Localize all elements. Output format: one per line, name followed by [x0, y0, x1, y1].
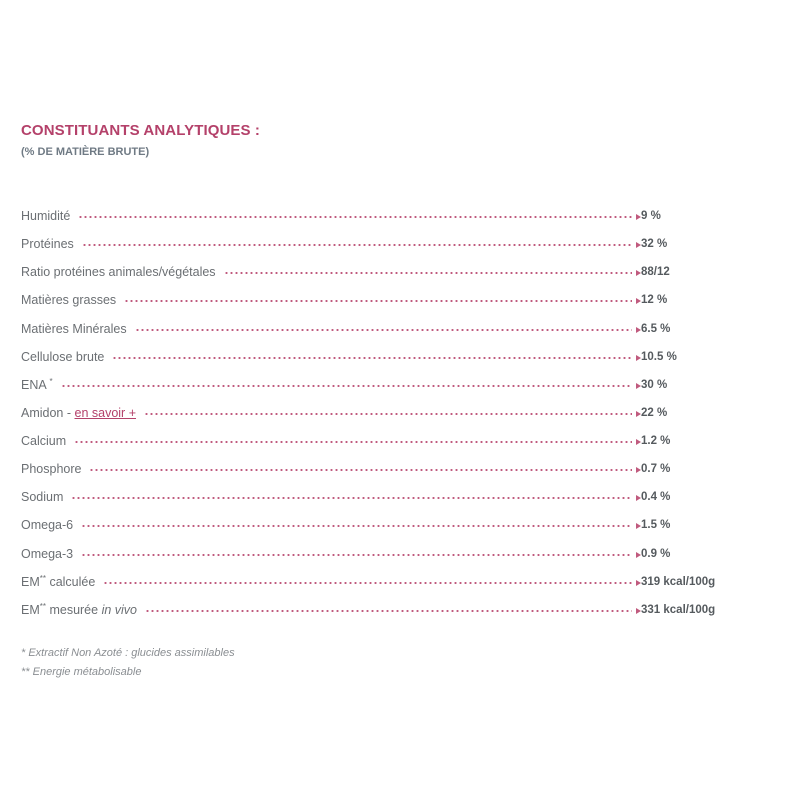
- list-item: [21, 371, 761, 399]
- row-label-suffix: mesurée: [45, 602, 102, 617]
- row-label: Humidité: [21, 209, 78, 223]
- row-value: 9 %: [641, 210, 661, 223]
- row-label: Matières grasses: [21, 293, 124, 307]
- dotted-leader: [82, 244, 632, 246]
- row-label-text: Amidon -: [21, 405, 75, 420]
- row-label-text: EM: [21, 602, 40, 617]
- dotted-leader: [61, 385, 632, 387]
- dotted-leader: [103, 582, 632, 584]
- list-item: [21, 540, 761, 568]
- analytics-list: [21, 202, 761, 624]
- row-label-text: EM: [21, 574, 40, 589]
- row-label: Protéines: [21, 237, 82, 251]
- row-label: Sodium: [21, 490, 71, 504]
- footnote-marker: **: [39, 573, 46, 583]
- row-value: 10.5 %: [641, 350, 677, 363]
- row-label: [21, 406, 144, 420]
- row-value: 0.9 %: [641, 547, 671, 560]
- row-label-suffix: calculée: [45, 574, 96, 589]
- list-item: [21, 286, 761, 314]
- list-item: [21, 202, 761, 230]
- footnote: ** Energie métabolisable: [21, 666, 142, 678]
- list-item: [21, 427, 761, 455]
- section-title: CONSTITUANTS ANALYTIQUES :: [21, 122, 260, 139]
- row-label: [21, 575, 103, 589]
- row-label: Ratio protéines animales/végétales: [21, 265, 224, 279]
- list-item: [21, 343, 761, 371]
- row-label: Omega-6: [21, 518, 81, 532]
- list-item: [21, 315, 761, 343]
- list-item: [21, 258, 761, 286]
- dotted-leader: [145, 610, 632, 612]
- row-label: Matières Minérales: [21, 322, 135, 336]
- row-value: 30 %: [641, 378, 668, 391]
- section-subtitle: (% DE MATIÈRE BRUTE): [21, 146, 150, 158]
- dotted-leader: [144, 413, 632, 415]
- row-value: 0.7 %: [641, 463, 671, 476]
- dotted-leader: [124, 300, 632, 302]
- list-item: [21, 399, 761, 427]
- list-item: [21, 455, 761, 483]
- list-item: [21, 230, 761, 258]
- row-value: 1.2 %: [641, 435, 671, 448]
- dotted-leader: [89, 469, 632, 471]
- list-item: [21, 596, 761, 624]
- dotted-leader: [135, 329, 632, 331]
- row-label: Omega-3: [21, 547, 81, 561]
- row-label: Calcium: [21, 434, 74, 448]
- dotted-leader: [74, 441, 632, 443]
- row-label-text: ENA: [21, 377, 47, 392]
- footnote-marker: **: [39, 601, 46, 611]
- row-label: [21, 378, 61, 392]
- row-value: 331 kcal/100g: [641, 603, 716, 616]
- dotted-leader: [81, 525, 632, 527]
- dotted-leader: [71, 497, 632, 499]
- row-label: Cellulose brute: [21, 350, 112, 364]
- row-value: 12 %: [641, 294, 668, 307]
- row-value: 0.4 %: [641, 491, 671, 504]
- footnote: * Extractif Non Azoté : glucides assimilables: [21, 647, 235, 659]
- row-label-italic: in vivo: [101, 602, 138, 617]
- footnotes: [21, 644, 235, 682]
- row-value: 319 kcal/100g: [641, 575, 716, 588]
- list-item: [21, 483, 761, 511]
- dotted-leader: [112, 357, 632, 359]
- row-value: 88/12: [641, 266, 670, 279]
- dotted-leader: [224, 272, 632, 274]
- row-label: Phosphore: [21, 462, 89, 476]
- dotted-leader: [78, 216, 632, 218]
- row-value: 32 %: [641, 238, 668, 251]
- row-value: 6.5 %: [641, 322, 671, 335]
- learn-more-link[interactable]: en savoir +: [74, 405, 136, 420]
- row-value: 1.5 %: [641, 519, 671, 532]
- footnote-marker: *: [49, 376, 53, 386]
- row-value: 22 %: [641, 406, 668, 419]
- list-item: [21, 568, 761, 596]
- dotted-leader: [81, 554, 632, 556]
- list-item: [21, 511, 761, 539]
- row-label: [21, 603, 145, 617]
